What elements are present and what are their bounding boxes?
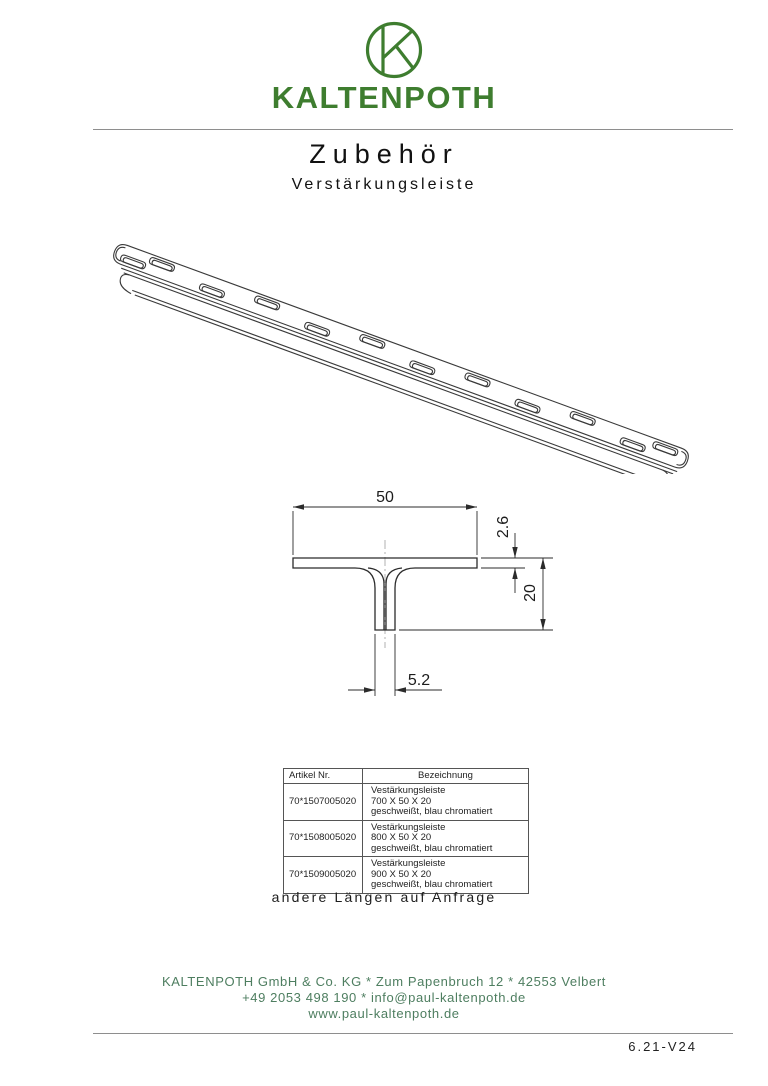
- other-lengths-note: andere Längen auf Anfrage: [271, 889, 497, 905]
- page-title: Zubehör: [309, 139, 459, 169]
- dim-height-label: 20: [522, 584, 539, 602]
- table-header-row: [284, 769, 529, 784]
- version-code: 6.21-V24: [628, 1039, 697, 1054]
- artikel-nr: 70*1507005020: [284, 784, 363, 821]
- bezeichnung-cell: [363, 820, 529, 857]
- dim-width-label: 50: [376, 489, 394, 506]
- desc-line: geschweißt, blau chromatiert: [371, 842, 493, 854]
- brand-wordmark: KALTENPOTH: [271, 80, 497, 115]
- footer-contact-line: +49 2053 498 190 * info@paul-kaltenpoth.de: [242, 990, 526, 1005]
- page-subtitle: Verstärkungsleiste: [291, 176, 477, 193]
- desc-line: Vestärkungsleiste: [371, 858, 446, 869]
- dim-flange-thickness-label: 2.6: [495, 515, 512, 539]
- footer: [0, 974, 768, 1022]
- footer-website-line: www.paul-kaltenpoth.de: [308, 1006, 460, 1021]
- article-table: [283, 768, 529, 894]
- desc-line: 800 X 50 X 20: [371, 832, 432, 843]
- artikel-nr: 70*1509005020: [284, 857, 363, 894]
- table-header-artikel: Artikel Nr.: [284, 769, 363, 784]
- table-header-bezeichnung: Bezeichnung: [363, 769, 529, 784]
- artikel-nr: 70*1508005020: [284, 820, 363, 857]
- header-divider: [93, 129, 733, 130]
- bezeichnung-cell: [363, 857, 529, 894]
- desc-line: Vestärkungsleiste: [371, 785, 446, 796]
- desc-line: geschweißt, blau chromatiert: [371, 806, 493, 817]
- table-row: [284, 857, 529, 894]
- desc-line: 900 X 50 X 20: [371, 868, 432, 880]
- table-row: [284, 820, 529, 857]
- desc-line: geschweißt, blau chromatiert: [371, 879, 493, 890]
- desc-line: 700 X 50 X 20: [371, 795, 432, 807]
- isometric-strip-drawing: [88, 226, 728, 474]
- table-row: [284, 784, 529, 821]
- cross-section-drawing: [262, 483, 562, 713]
- footer-divider: [93, 1033, 733, 1034]
- bezeichnung-cell: [363, 784, 529, 821]
- footer-address-line: KALTENPOTH GmbH & Co. KG * Zum Papenbruch 12 * 42553 Velbert: [161, 974, 606, 989]
- desc-line: Vestärkungsleiste: [371, 821, 446, 833]
- dim-web-thickness-label: 5.2: [407, 672, 431, 689]
